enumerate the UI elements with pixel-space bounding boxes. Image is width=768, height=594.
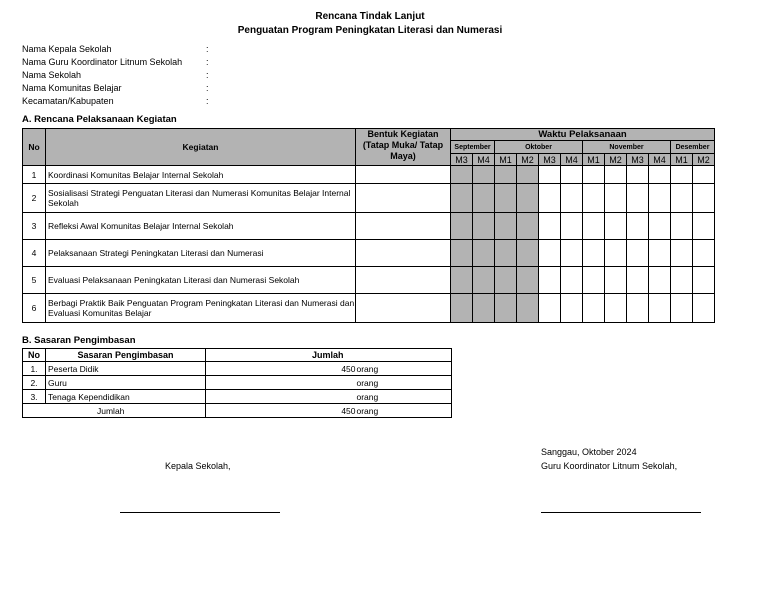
table-row [23, 294, 715, 323]
info-colon: : [206, 44, 209, 54]
week-cell [627, 240, 649, 267]
total-label: Jumlah [23, 404, 206, 418]
week-cell [693, 184, 715, 213]
row-jumlah [206, 376, 356, 390]
week-header: M4 [473, 154, 495, 166]
week-cell [495, 294, 517, 323]
week-cell [539, 240, 561, 267]
week-cell [517, 294, 539, 323]
week-cell [539, 213, 561, 240]
week-cell [561, 184, 583, 213]
row-no: 1. [23, 362, 46, 376]
week-cell [583, 213, 605, 240]
place-date: Sanggau, Oktober 2024 [541, 447, 637, 457]
week-cell [671, 240, 693, 267]
row-no: 1 [23, 166, 46, 184]
week-header: M2 [605, 154, 627, 166]
week-cell [473, 213, 495, 240]
row-bentuk [356, 294, 451, 323]
row-bentuk [356, 267, 451, 294]
row-bentuk [356, 184, 451, 213]
week-cell [473, 294, 495, 323]
week-cell [561, 240, 583, 267]
row-sasaran: Peserta Didik [46, 362, 206, 376]
week-cell [495, 184, 517, 213]
row-bentuk [356, 166, 451, 184]
row-no: 4 [23, 240, 46, 267]
info-colon: : [206, 83, 209, 93]
section-a-heading: A. Rencana Pelaksanaan Kegiatan [22, 114, 177, 125]
info-colon: : [206, 70, 209, 80]
week-cell [561, 166, 583, 184]
principal-signature-line [120, 512, 280, 513]
week-cell [473, 184, 495, 213]
row-jumlah [206, 390, 356, 404]
row-unit: orang [356, 362, 452, 376]
row-bentuk [356, 213, 451, 240]
week-cell [671, 213, 693, 240]
col-header-no: No [23, 129, 46, 166]
week-cell [627, 166, 649, 184]
week-cell [495, 240, 517, 267]
col-header-waktu: Waktu Pelaksanaan [451, 129, 715, 141]
activity-plan-table [22, 128, 715, 323]
week-header: M2 [517, 154, 539, 166]
row-kegiatan: Sosialisasi Strategi Penguatan Literasi dan Numerasi Komunitas Belajar Internal Sekolah [46, 184, 356, 213]
col-header-no: No [23, 349, 46, 362]
week-cell [627, 267, 649, 294]
week-cell [517, 240, 539, 267]
doc-title: Rencana Tindak Lanjut [315, 11, 425, 22]
week-cell [583, 184, 605, 213]
week-cell [517, 213, 539, 240]
week-cell [539, 184, 561, 213]
row-bentuk [356, 240, 451, 267]
table-row [23, 376, 452, 390]
week-cell [561, 267, 583, 294]
week-cell [605, 213, 627, 240]
col-header-kegiatan: Kegiatan [46, 129, 356, 166]
month-oktober: Oktober [495, 141, 583, 154]
week-cell [649, 240, 671, 267]
coordinator-title: Guru Koordinator Litnum Sekolah, [541, 461, 678, 471]
week-cell [539, 267, 561, 294]
week-header: M1 [671, 154, 693, 166]
col-header-sasaran: Sasaran Pengimbasan [46, 349, 206, 362]
week-cell [495, 213, 517, 240]
week-cell [693, 166, 715, 184]
row-kegiatan: Pelaksanaan Strategi Peningkatan Literasi dan Numerasi [46, 240, 356, 267]
week-cell [605, 166, 627, 184]
week-cell [627, 184, 649, 213]
row-unit: orang [356, 376, 452, 390]
week-cell [693, 294, 715, 323]
week-cell [473, 166, 495, 184]
row-no: 3 [23, 213, 46, 240]
week-cell [517, 166, 539, 184]
row-no: 3. [23, 390, 46, 404]
week-cell [693, 240, 715, 267]
row-unit: orang [356, 390, 452, 404]
week-header: M2 [693, 154, 715, 166]
row-no: 6 [23, 294, 46, 323]
week-cell [671, 166, 693, 184]
week-cell [649, 267, 671, 294]
month-november: November [583, 141, 671, 154]
week-cell [583, 240, 605, 267]
table-row [23, 213, 715, 240]
week-header: M3 [627, 154, 649, 166]
week-cell [451, 267, 473, 294]
week-cell [451, 240, 473, 267]
row-no: 5 [23, 267, 46, 294]
week-cell [451, 294, 473, 323]
row-jumlah: 450 [206, 362, 356, 376]
total-unit: orang [356, 404, 452, 418]
week-cell [605, 267, 627, 294]
week-cell [605, 184, 627, 213]
week-cell [627, 294, 649, 323]
row-kegiatan: Berbagi Praktik Baik Penguatan Program Peningkatan Literasi dan Numerasi dan Evaluasi Komunitas Belajar [46, 294, 356, 323]
week-header: M1 [583, 154, 605, 166]
week-cell [561, 213, 583, 240]
week-header: M3 [539, 154, 561, 166]
total-value: 450 [206, 404, 356, 418]
table-row [23, 267, 715, 294]
week-header: M1 [495, 154, 517, 166]
week-cell [693, 267, 715, 294]
week-cell [583, 166, 605, 184]
col-header-bentuk: Bentuk Kegiatan (Tatap Muka/ Tatap Maya) [356, 129, 451, 166]
coordinator-signature-line [541, 512, 701, 513]
table-row [23, 240, 715, 267]
week-cell [627, 213, 649, 240]
week-cell [649, 166, 671, 184]
week-cell [693, 213, 715, 240]
week-cell [517, 267, 539, 294]
week-cell [495, 267, 517, 294]
row-kegiatan: Refleksi Awal Komunitas Belajar Internal Sekolah [46, 213, 356, 240]
month-september: September [451, 141, 495, 154]
info-label: Nama Komunitas Belajar [22, 83, 122, 93]
info-label: Nama Sekolah [22, 70, 82, 80]
doc-subtitle: Penguatan Program Peningkatan Literasi dan Numerasi [237, 25, 503, 36]
row-kegiatan: Evaluasi Pelaksanaan Peningkatan Literasi dan Numerasi Sekolah [46, 267, 356, 294]
week-header: M4 [649, 154, 671, 166]
principal-title: Kepala Sekolah, [165, 461, 231, 471]
table-row [23, 166, 715, 184]
week-cell [671, 294, 693, 323]
info-label: Nama Kepala Sekolah [22, 44, 112, 54]
info-colon: : [206, 57, 209, 67]
week-cell [583, 267, 605, 294]
week-cell [517, 184, 539, 213]
target-table [22, 348, 452, 418]
month-desember: Desember [671, 141, 715, 154]
week-cell [539, 294, 561, 323]
week-cell [561, 294, 583, 323]
col-header-jumlah: Jumlah [206, 349, 452, 362]
week-cell [671, 184, 693, 213]
week-cell [583, 294, 605, 323]
week-cell [671, 267, 693, 294]
week-cell [473, 240, 495, 267]
row-sasaran: Guru [46, 376, 206, 390]
table-row [23, 390, 452, 404]
week-cell [649, 294, 671, 323]
info-colon: : [206, 96, 209, 106]
row-no: 2. [23, 376, 46, 390]
week-cell [605, 294, 627, 323]
row-kegiatan: Koordinasi Komunitas Belajar Internal Sekolah [46, 166, 356, 184]
row-sasaran: Tenaga Kependidikan [46, 390, 206, 404]
table-row [23, 362, 452, 376]
week-cell [605, 240, 627, 267]
row-no: 2 [23, 184, 46, 213]
week-cell [495, 166, 517, 184]
week-cell [539, 166, 561, 184]
table-row [23, 184, 715, 213]
week-cell [451, 213, 473, 240]
week-cell [649, 213, 671, 240]
section-b-heading: B. Sasaran Pengimbasan [22, 335, 136, 346]
week-cell [649, 184, 671, 213]
week-cell [473, 267, 495, 294]
info-label: Nama Guru Koordinator Litnum Sekolah [22, 57, 183, 67]
week-cell [451, 184, 473, 213]
week-cell [451, 166, 473, 184]
week-header: M3 [451, 154, 473, 166]
week-header: M4 [561, 154, 583, 166]
info-label: Kecamatan/Kabupaten [22, 96, 114, 106]
